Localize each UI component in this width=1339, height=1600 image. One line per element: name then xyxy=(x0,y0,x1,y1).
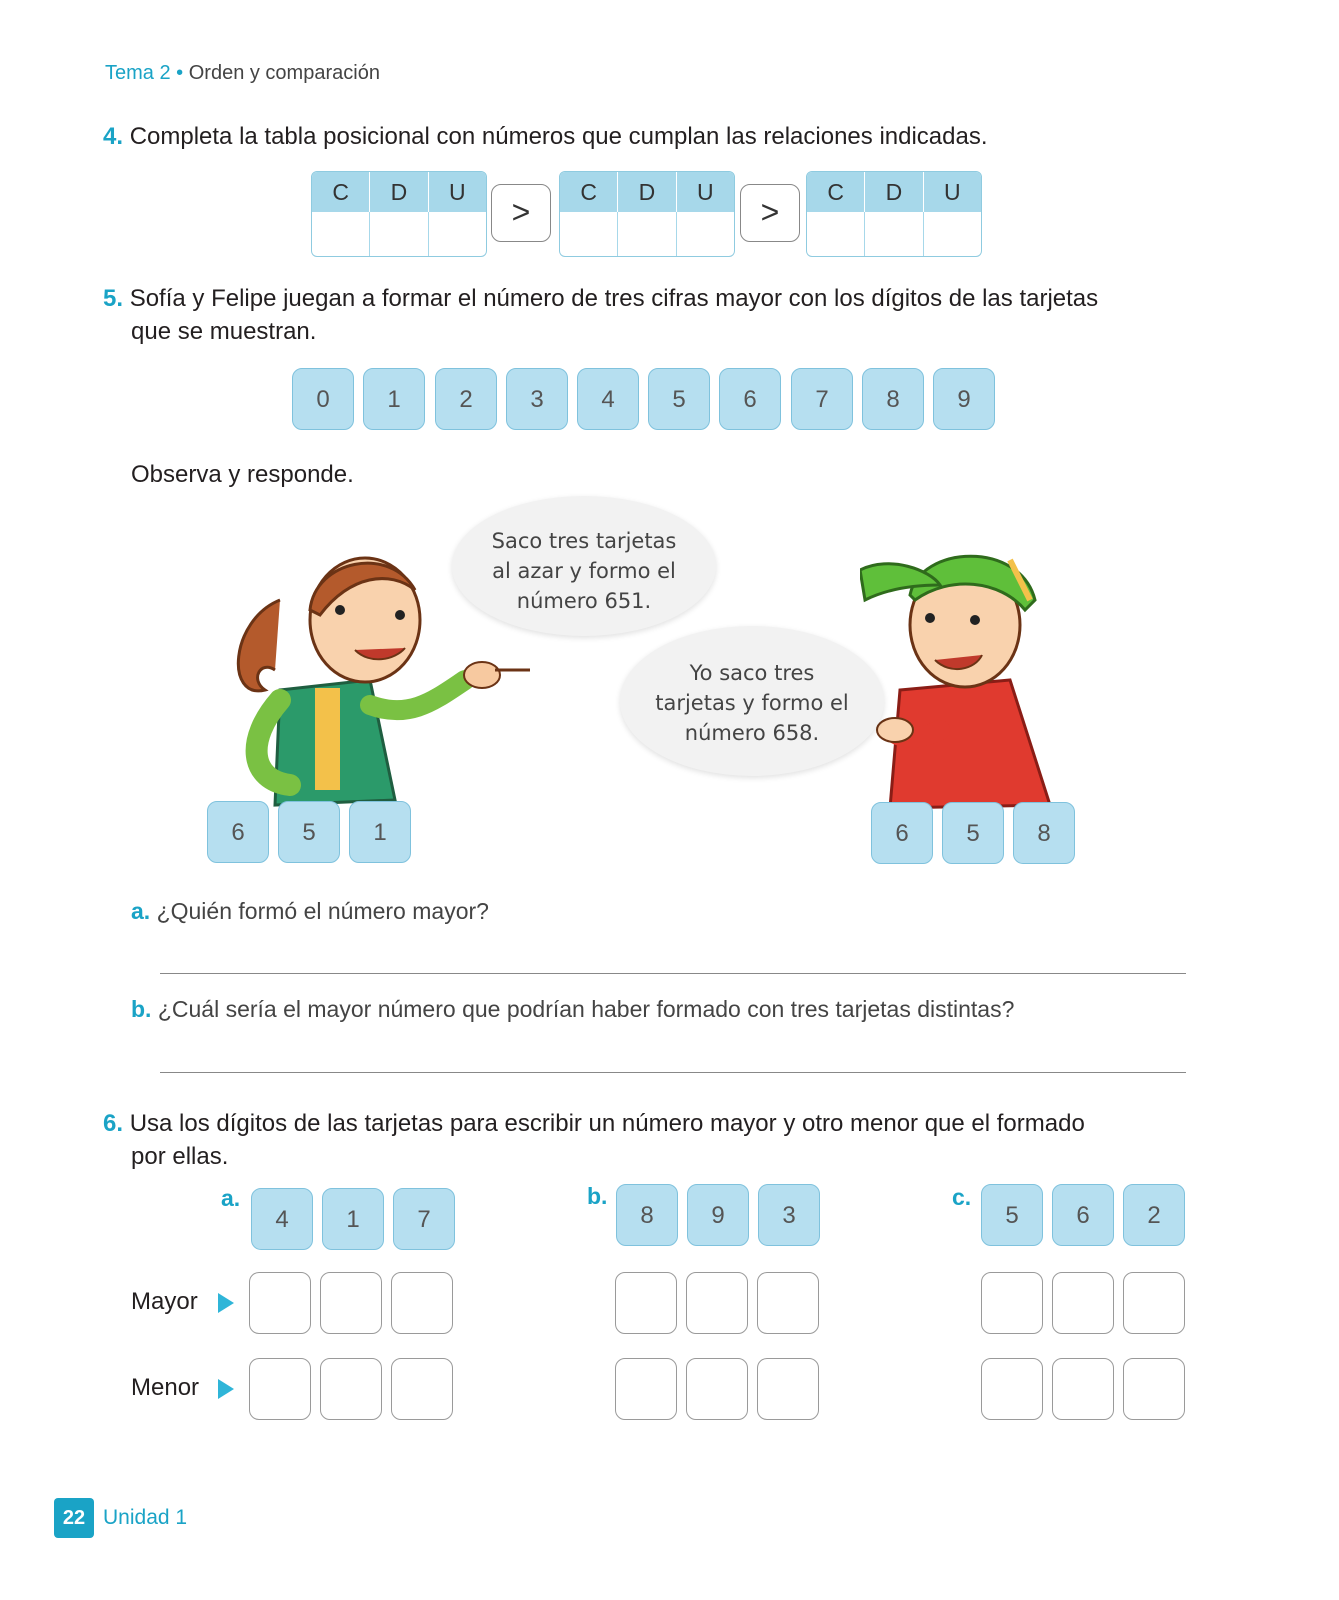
sofia-bubble-line: Saco tres tarjetas xyxy=(491,529,677,553)
group-c-label: c. xyxy=(952,1184,972,1210)
column-u: U xyxy=(944,179,961,205)
cell-u[interactable] xyxy=(429,212,486,256)
group-a-card: 7 xyxy=(393,1188,455,1250)
felipe-illustration xyxy=(860,540,1060,810)
unit-label: Unidad 1 xyxy=(103,1506,188,1529)
digit-card: 1 xyxy=(363,368,425,430)
column-d: D xyxy=(370,172,428,212)
felipe-card: 8 xyxy=(1013,802,1075,864)
sofia-card: 5 xyxy=(278,801,340,863)
place-value-table-3 xyxy=(806,171,982,257)
column-d: D xyxy=(618,172,676,212)
cell-c[interactable] xyxy=(312,212,370,256)
column-u: U xyxy=(449,179,466,205)
digit-card: 9 xyxy=(933,368,995,430)
answer-box[interactable] xyxy=(320,1358,382,1420)
cell-d[interactable] xyxy=(370,212,428,256)
answer-box[interactable] xyxy=(391,1272,453,1334)
digit-card: 3 xyxy=(506,368,568,430)
header-topic: Orden y comparación xyxy=(188,62,380,84)
column-c: C xyxy=(312,172,370,212)
felipe-card: 5 xyxy=(942,802,1004,864)
group-a-label: a. xyxy=(221,1185,241,1211)
sofia-bubble-line: al azar y formo el xyxy=(492,559,676,583)
digit-card: 7 xyxy=(791,368,853,430)
answer-box[interactable] xyxy=(686,1272,748,1334)
q4-number: 4. xyxy=(103,123,124,150)
felipe-bubble-line: tarjetas y formo el xyxy=(655,691,849,715)
answer-box[interactable] xyxy=(391,1358,453,1420)
group-c-card: 6 xyxy=(1052,1184,1114,1246)
answer-box[interactable] xyxy=(320,1272,382,1334)
q5b-prompt xyxy=(131,996,1014,1023)
column-c: C xyxy=(807,172,865,212)
digit-card: 6 xyxy=(719,368,781,430)
answer-box[interactable] xyxy=(615,1358,677,1420)
answer-box[interactable] xyxy=(686,1358,748,1420)
cell-c[interactable] xyxy=(807,212,865,256)
cell-c[interactable] xyxy=(560,212,618,256)
answer-box[interactable] xyxy=(1052,1358,1114,1420)
cell-u[interactable] xyxy=(924,212,981,256)
answer-box[interactable] xyxy=(615,1272,677,1334)
answer-box[interactable] xyxy=(981,1358,1043,1420)
q5a-answer-line[interactable] xyxy=(160,973,1186,974)
q5b-text: ¿Cuál sería el mayor número que podrían haber formado con tres tarjetas distintas? xyxy=(157,996,1015,1022)
q5-prompt xyxy=(103,282,1098,348)
place-value-table-2 xyxy=(559,171,735,257)
answer-box[interactable] xyxy=(757,1358,819,1420)
page-number: 22 xyxy=(54,1498,94,1538)
arrow-right-icon xyxy=(218,1293,234,1313)
answer-box[interactable] xyxy=(757,1272,819,1334)
place-value-table-1 xyxy=(311,171,487,257)
group-b-card: 9 xyxy=(687,1184,749,1246)
q5-text-line2: que se muestran. xyxy=(131,318,317,345)
q5-text-line1: Sofía y Felipe juegan a formar el número de tres cifras mayor con los dígitos de las tarjetas xyxy=(129,285,1099,312)
q6-prompt xyxy=(103,1107,1085,1173)
digit-card: 5 xyxy=(648,368,710,430)
cell-d[interactable] xyxy=(618,212,676,256)
answer-box[interactable] xyxy=(1052,1272,1114,1334)
group-c-card: 2 xyxy=(1123,1184,1185,1246)
answer-box[interactable] xyxy=(1123,1358,1185,1420)
group-a-card: 1 xyxy=(322,1188,384,1250)
felipe-card: 6 xyxy=(871,802,933,864)
greater-than-symbol: > xyxy=(491,184,551,242)
observe-instruction: Observa y responde. xyxy=(131,461,354,488)
q4-text: Completa la tabla posicional con números que cumplan las relaciones indicadas. xyxy=(129,123,988,150)
digit-card: 0 xyxy=(292,368,354,430)
q5a-label: a. xyxy=(131,898,151,924)
column-u: U xyxy=(697,179,714,205)
q6-text-line1: Usa los dígitos de las tarjetas para escribir un número mayor y otro menor que el formado xyxy=(129,1110,1085,1137)
q6-number: 6. xyxy=(103,1110,124,1137)
q5b-label: b. xyxy=(131,996,152,1022)
q5a-text: ¿Quién formó el número mayor? xyxy=(156,898,489,924)
sofia-bubble-line: número 651. xyxy=(516,589,652,613)
arrow-right-icon xyxy=(218,1379,234,1399)
answer-box[interactable] xyxy=(981,1272,1043,1334)
group-b-card: 3 xyxy=(758,1184,820,1246)
header-bullet: • xyxy=(176,62,184,84)
column-c: C xyxy=(560,172,618,212)
mayor-label: Mayor xyxy=(131,1288,198,1315)
felipe-bubble-line: número 658. xyxy=(684,721,820,745)
cell-d[interactable] xyxy=(865,212,923,256)
group-c-card: 5 xyxy=(981,1184,1043,1246)
group-b-card: 8 xyxy=(616,1184,678,1246)
answer-box[interactable] xyxy=(249,1272,311,1334)
digit-card: 4 xyxy=(577,368,639,430)
menor-label: Menor xyxy=(131,1374,200,1401)
page-header xyxy=(105,62,380,85)
column-d: D xyxy=(865,172,923,212)
q5b-answer-line[interactable] xyxy=(160,1072,1186,1073)
answer-box[interactable] xyxy=(1123,1272,1185,1334)
answer-box[interactable] xyxy=(249,1358,311,1420)
q5-number: 5. xyxy=(103,285,124,312)
greater-than-symbol: > xyxy=(740,184,800,242)
felipe-speech-bubble xyxy=(620,626,884,776)
q4-prompt xyxy=(103,120,988,153)
digit-card: 8 xyxy=(862,368,924,430)
q6-text-line2: por ellas. xyxy=(131,1143,229,1170)
group-a-card: 4 xyxy=(251,1188,313,1250)
header-tema: Tema 2 xyxy=(105,62,171,84)
sofia-speech-bubble xyxy=(452,496,716,636)
cell-u[interactable] xyxy=(677,212,734,256)
q5a-prompt xyxy=(131,898,489,925)
group-b-label: b. xyxy=(587,1183,608,1209)
digit-card: 2 xyxy=(435,368,497,430)
sofia-card: 1 xyxy=(349,801,411,863)
sofia-card: 6 xyxy=(207,801,269,863)
felipe-bubble-line: Yo saco tres xyxy=(689,661,815,685)
